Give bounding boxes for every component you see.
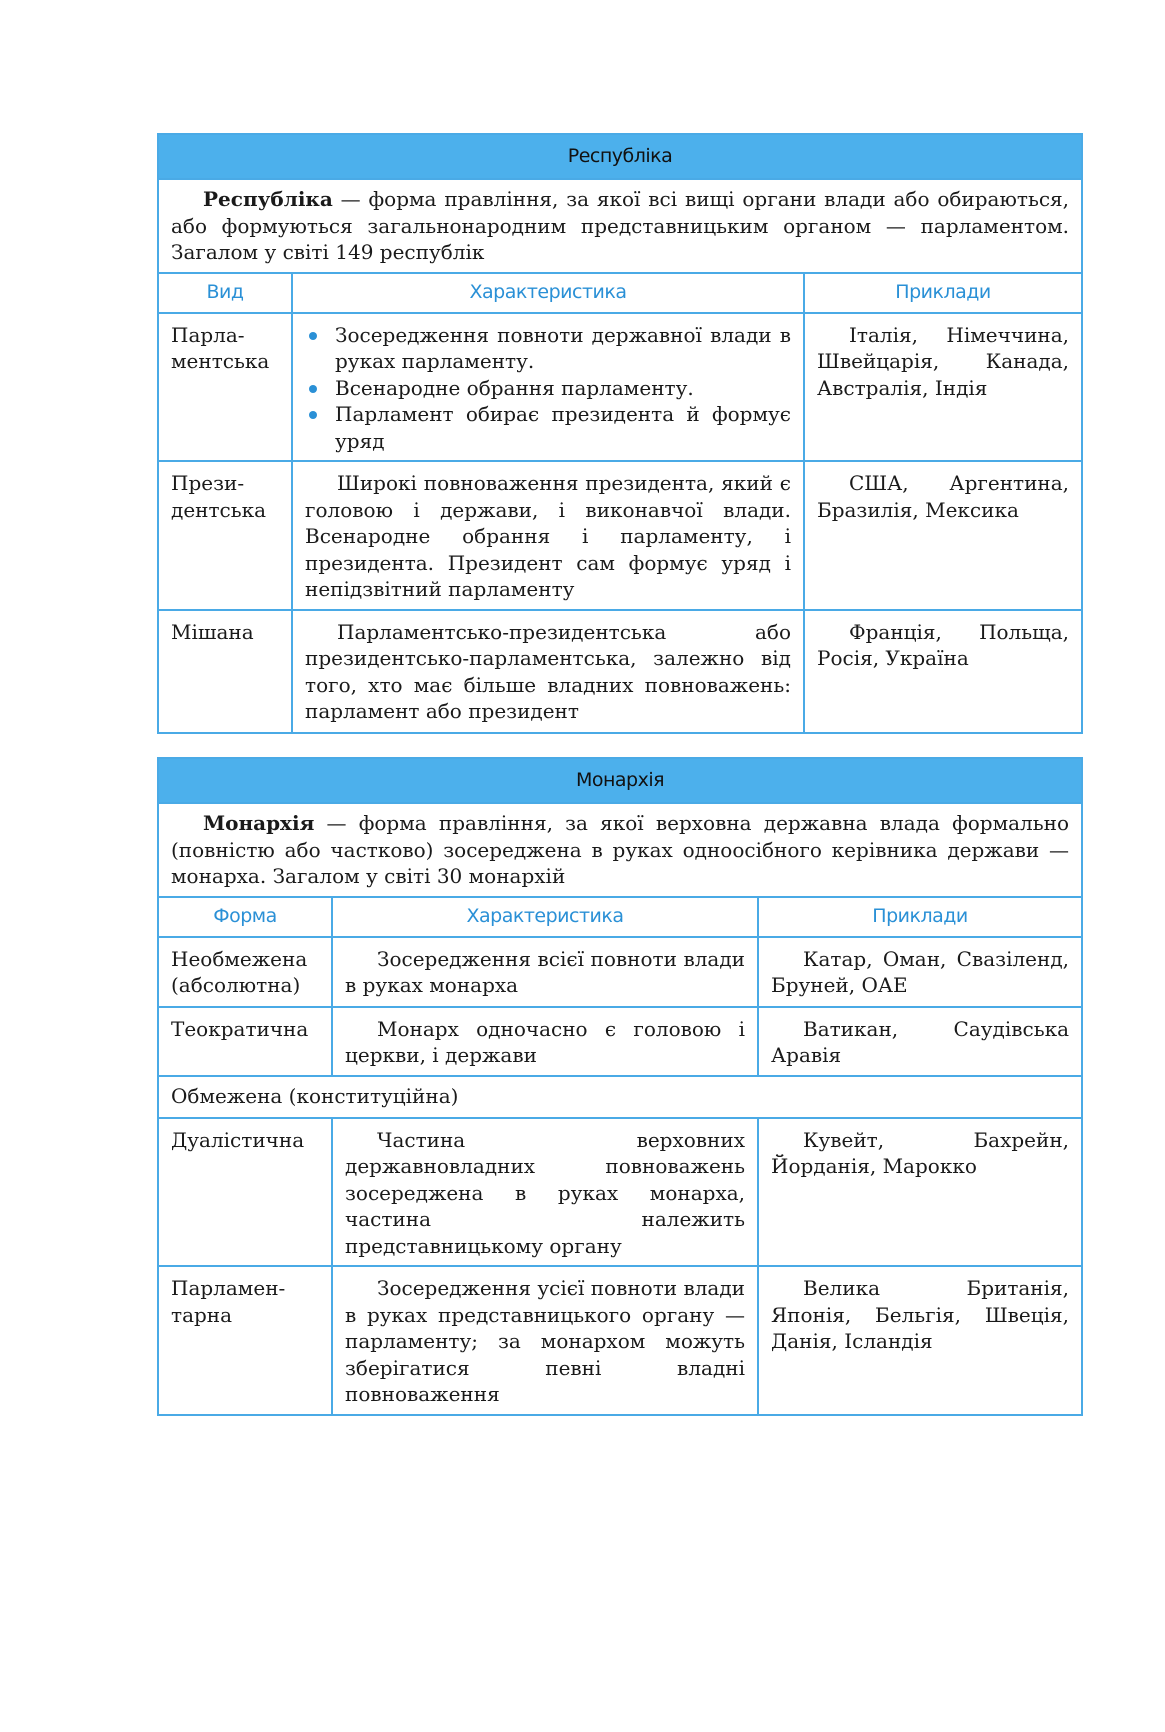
monarchy-examples-theocratic: Ватикан, Саудівська Аравія xyxy=(758,1007,1082,1076)
republic-header-examples: Приклади xyxy=(804,273,1082,313)
republic-type-parliamentary: Парла- ментська xyxy=(158,313,292,462)
list-item: Парламент обирає президента й формує уряд xyxy=(305,401,791,454)
monarchy-definition-text: — форма правління, за якої верховна державна влада формально (повністю або частково) зосереджена в руках одноосібного керівника держави — монарха. Загалом у світі 30 монархій xyxy=(171,811,1070,888)
table-row xyxy=(158,1007,1082,1076)
monarchy-definition-term: Монархія xyxy=(203,811,315,835)
republic-title-row xyxy=(158,134,1082,179)
republic-table xyxy=(157,133,1083,734)
republic-definition-text: — форма правління, за якої всі вищі органи влади або обираються, або формуються загальнонародним представницьким органом — парламентом. Загалом у світі 149 республік xyxy=(171,187,1070,264)
monarchy-form-absolute: Необмежена (абсолютна) xyxy=(158,937,332,1007)
republic-header-row xyxy=(158,273,1082,313)
table-row xyxy=(158,1266,1082,1415)
monarchy-characteristic-dualistic: Частина верховних державновладних повноважень зосереджена в руках монарха, частина належить представницькому органу xyxy=(332,1118,758,1267)
monarchy-limited-row xyxy=(158,1076,1082,1118)
monarchy-examples-absolute: Катар, Оман, Свазіленд, Бруней, ОАЕ xyxy=(758,937,1082,1007)
table-row xyxy=(158,461,1082,610)
monarchy-header-characteristic: Характеристика xyxy=(332,897,758,937)
table-row xyxy=(158,313,1082,462)
monarchy-characteristic-theocratic: Монарх одночасно є головою і церкви, і держави xyxy=(332,1007,758,1076)
republic-header-characteristic: Характеристика xyxy=(292,273,804,313)
republic-title: Республіка xyxy=(158,134,1082,179)
table-row xyxy=(158,1118,1082,1267)
republic-type-mixed: Мішана xyxy=(158,610,292,733)
bullet-icon xyxy=(309,385,317,393)
monarchy-limited-label: Обмежена (конституційна) xyxy=(158,1076,1082,1118)
monarchy-header-examples: Приклади xyxy=(758,897,1082,937)
monarchy-form-theocratic: Теократична xyxy=(158,1007,332,1076)
republic-type-presidential: Прези- дентська xyxy=(158,461,292,610)
monarchy-examples-parliamentary: Велика Британія, Японія, Бельгія, Швеція, Данія, Ісландія xyxy=(758,1266,1082,1415)
republic-examples-mixed: Франція, Польща, Росія, Україна xyxy=(804,610,1082,733)
monarchy-definition-row xyxy=(158,803,1082,897)
bullet-icon xyxy=(309,411,317,419)
monarchy-form-dualistic: Дуалістична xyxy=(158,1118,332,1267)
republic-characteristic-mixed: Парламентсько-президентська або президентсько-парламентська, залежно від того, хто має більше владних повноважень: парламент або президент xyxy=(292,610,804,733)
republic-definition xyxy=(158,179,1082,273)
monarchy-title-row xyxy=(158,758,1082,803)
bullet-icon xyxy=(309,332,317,340)
monarchy-examples-dualistic: Кувейт, Бахрейн, Йорданія, Марокко xyxy=(758,1118,1082,1267)
republic-header-type: Вид xyxy=(158,273,292,313)
monarchy-definition xyxy=(158,803,1082,897)
table-row xyxy=(158,937,1082,1007)
republic-definition-row xyxy=(158,179,1082,273)
republic-examples-presidential: США, Аргентина, Бразилія, Мексика xyxy=(804,461,1082,610)
table-row xyxy=(158,610,1082,733)
monarchy-characteristic-parliamentary: Зосередження усієї повноти влади в руках представницького органу — парламенту; за монархом можуть зберігатися певні владні повноваження xyxy=(332,1266,758,1415)
monarchy-header-row xyxy=(158,897,1082,937)
monarchy-header-form: Форма xyxy=(158,897,332,937)
republic-characteristic-parliamentary xyxy=(292,313,804,462)
monarchy-table xyxy=(157,757,1083,1416)
republic-definition-term: Республіка xyxy=(203,187,333,211)
monarchy-form-parliamentary: Парламен- тарна xyxy=(158,1266,332,1415)
monarchy-characteristic-absolute: Зосередження всієї повноти влади в руках монарха xyxy=(332,937,758,1007)
list-item: Всенародне обрання парламенту. xyxy=(305,375,791,402)
republic-characteristic-presidential: Широкі повноваження президента, який є головою і держави, і виконавчої влади. Всенародне обрання і парламенту, і президента. Президент сам формує уряд і непідзвітний парламенту xyxy=(292,461,804,610)
monarchy-title: Монархія xyxy=(158,758,1082,803)
republic-examples-parliamentary: Італія, Німеччина, Швейцарія, Канада, Австралія, Індія xyxy=(804,313,1082,462)
list-item: Зосередження повноти державної влади в руках парламенту. xyxy=(305,322,791,375)
